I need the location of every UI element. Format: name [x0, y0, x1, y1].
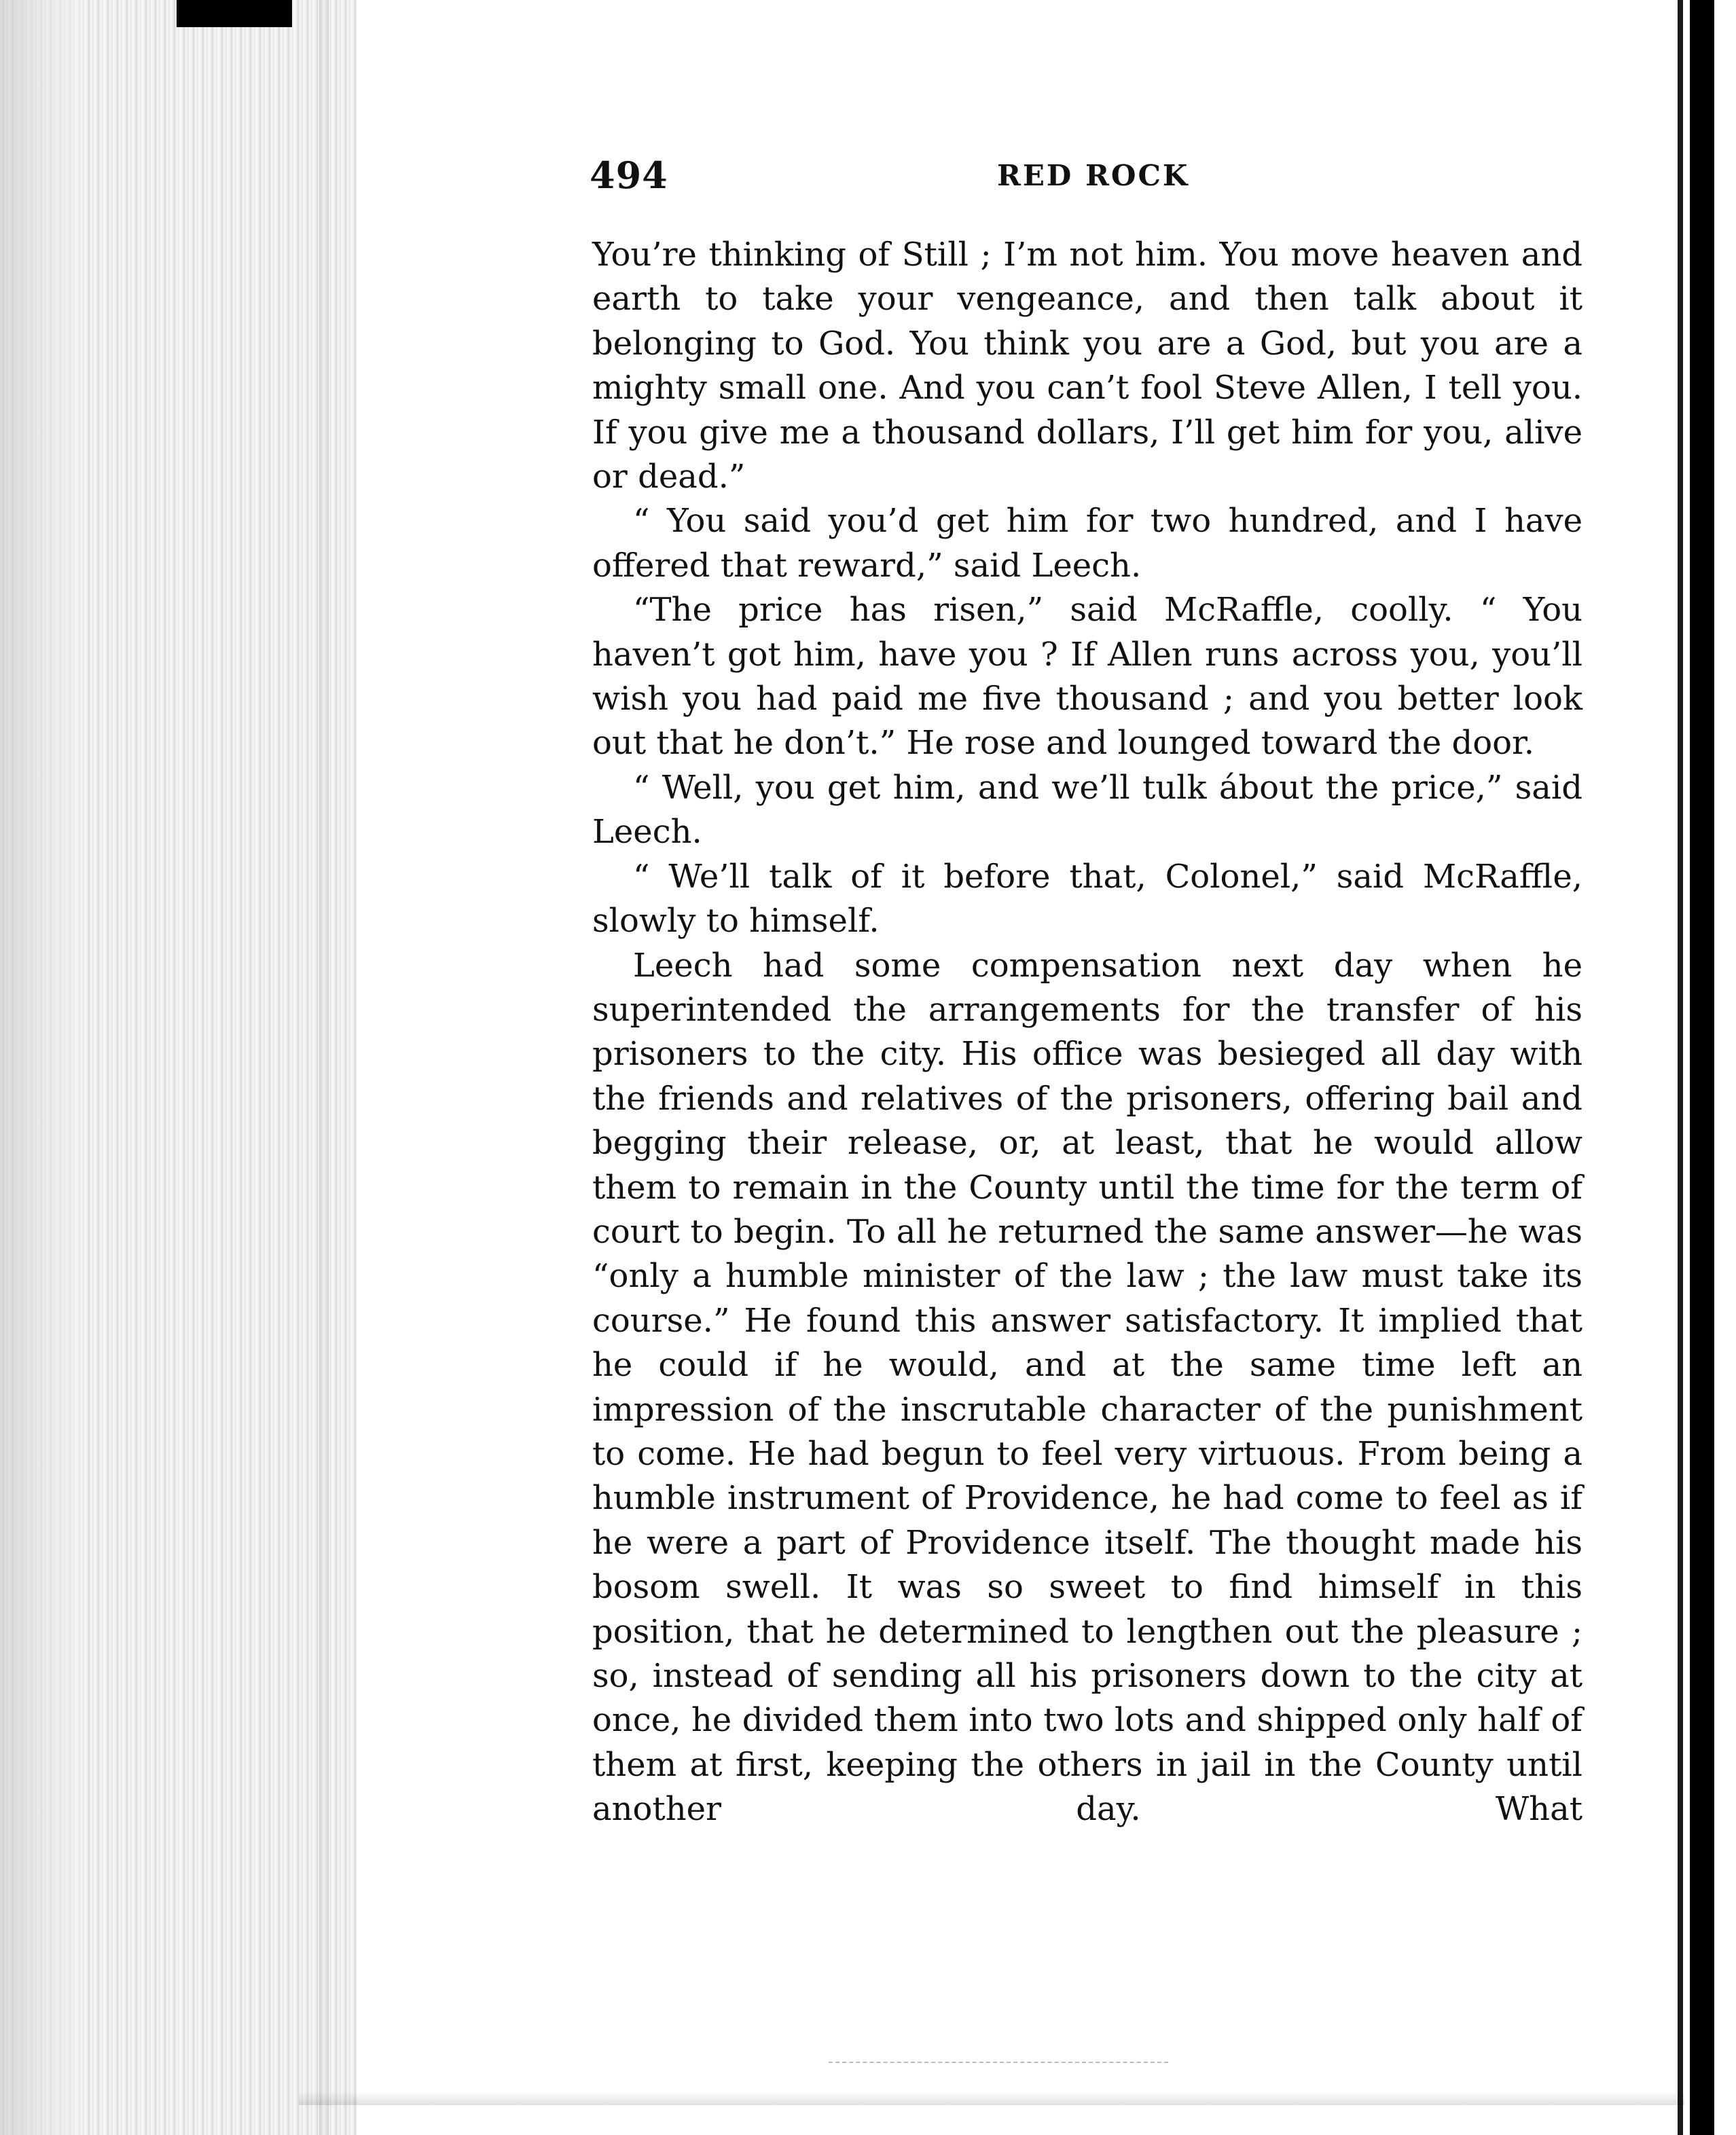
right-edge-line: [1678, 0, 1683, 2135]
right-border-bar: [1690, 0, 1714, 2135]
paragraph-5: “ We’ll talk of it before that, Colonel,” said McRaffle, slowly to himself.: [592, 857, 1583, 941]
page-gutter: [319, 0, 329, 2135]
paragraph-6: Leech had some compensation next day when he superintended the arrangements for the transfer of his prisoners to the city. His office was besieged all day with the friends and relatives of the prisoners, offering bail and begging their release, or, at least, that he would allow them to remain in the County until the time for the term of court to begin. To all he returned the same answer—he was “only a humble minister of the law ; the law must take its course.” He found this answer satisfactory. It implied that he could if he would, and at the same time left an impression of the inscrutable character of the punishment to come. He had begun to feel very virtuous. From being a humble instrument of Providence, he had come to feel as if he were a part of Providence itself. The thought made his bosom swell. It was so sweet to find himself in this position, that he determined to lengthen out the pleasure ; so, instead of sending all his prisoners down to the city at once, he divided them into two lots and shipped only half of them at first, keeping the others in jail in the County until another day. What: [592, 946, 1583, 1829]
body-text: [592, 233, 1583, 1832]
paragraph-4: “ Well, you get him, and we’ll tulk ábout the price,” said Leech.: [592, 768, 1583, 852]
page-number: 494: [590, 153, 668, 197]
bottom-rule: [829, 2062, 1168, 2068]
paragraph-2: “ You said you’d get him for two hundred, and I have offered that reward,” said Leech.: [592, 502, 1583, 585]
running-title: RED ROCK: [997, 159, 1190, 192]
bottom-shadow: [299, 2092, 1684, 2105]
paragraph-1: You’re thinking of Still ; I’m not him. You move heaven and earth to take your vengeance, and then talk about it belonging to God. You think you are a God, but you are a mighty small one. And you can’t fool Steve Allen, I tell you. If you give me a thousand dollars, I’ll get him for you, alive or dead.”: [592, 236, 1583, 496]
running-head: [590, 153, 1581, 201]
paragraph-3: “The price has risen,” said McRaffle, coolly. “ You haven’t got him, have you ? If Allen runs across you, you’ll wish you had paid me five thousand ; and you better look out that he don’t.” He rose and lounged toward the door.: [592, 591, 1583, 763]
book-edge-shadow: [0, 0, 82, 2135]
spine-top-mark: [177, 0, 292, 27]
